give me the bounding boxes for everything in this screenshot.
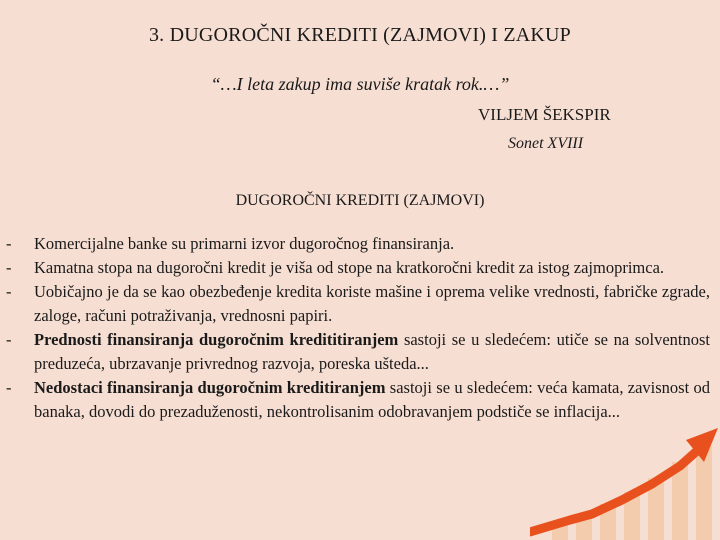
bullet-bold-lead: Nedostaci finansiranja dugoročnim kreditiranjem xyxy=(34,378,386,397)
bullet-marker: - xyxy=(6,258,12,277)
slide-title: 3. DUGOROČNI KREDITI (ZAJMOVI) I ZAKUP xyxy=(148,24,571,46)
section-subtitle: DUGOROČNI KREDITI (ZAJMOVI) xyxy=(235,192,485,209)
bullet-marker: - xyxy=(6,330,12,349)
bullet-text: sastoji se u sledećem: veća kamata, zavisnost od banaka, dovodi do prezaduženosti, nekontrolisanim odobravanjem podstiče se inflacija... xyxy=(34,378,711,421)
bullet-text: sastoji se u sledećem: utiče se na solventnost preduzeća, ubrzavanje privrednog razvoja, poreska ušteda... xyxy=(34,330,710,373)
quote: “…I leta zakup ima suviše kratak rok.…” xyxy=(210,74,510,94)
bullet-marker: - xyxy=(6,282,12,301)
bullet-text: Komercijalne banke su primarni izvor dugoročnog finansiranja. xyxy=(34,234,455,253)
list-item xyxy=(6,280,710,328)
rising-bar-chart-arrow-icon xyxy=(530,410,720,540)
quote-source: Sonet XVIII xyxy=(508,135,584,152)
bullet-marker: - xyxy=(6,378,12,397)
bullet-marker: - xyxy=(6,234,12,253)
list-item xyxy=(6,232,710,256)
list-item xyxy=(6,328,710,376)
bullet-text: Uobičajno je da se kao obezbeđenje kredita koriste mašine i oprema velike vrednosti, fabričke zgrade, zaloge, računi potraživanja, vrednosni papiri. xyxy=(34,282,710,325)
bullet-text: Kamatna stopa na dugoročni kredit je viša od stope na kratkoročni kredit za istog zajmoprimca. xyxy=(34,258,665,277)
bullet-bold-lead: Prednosti finansiranja dugoročnim kredititiranjem xyxy=(34,330,399,349)
bullet-list xyxy=(6,232,710,424)
quote-author: VILJEM ŠEKSPIR xyxy=(478,105,611,124)
list-item xyxy=(6,256,710,280)
